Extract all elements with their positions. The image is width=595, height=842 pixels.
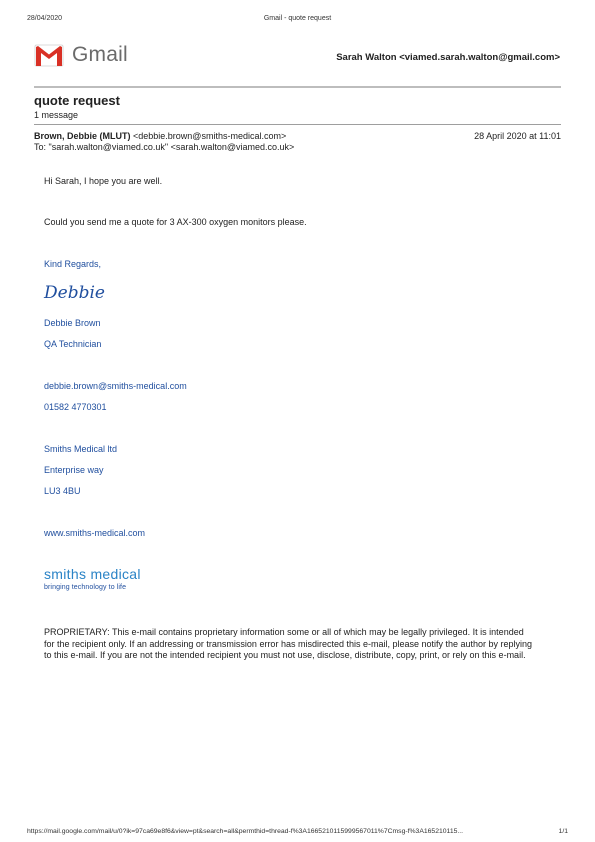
recipient-line: To: "sarah.walton@viamed.co.uk" <sarah.walton@viamed.co.uk>	[34, 142, 295, 152]
gmail-logo	[34, 43, 128, 67]
signature-email-link[interactable]: debbie.brown@smiths-medical.com	[44, 381, 187, 391]
account-identity: Sarah Walton <viamed.sarah.walton@gmail.com>	[336, 52, 560, 63]
print-title: Gmail - quote request	[263, 15, 332, 22]
handwritten-signature: Debbie	[44, 283, 105, 303]
gmail-wordmark: Gmail	[72, 43, 128, 66]
signature-company: Smiths Medical ltd	[44, 444, 118, 454]
signature-role: QA Technician	[44, 339, 102, 349]
message-divider	[34, 124, 561, 125]
gmail-envelope-icon	[34, 44, 64, 67]
print-date: 28/04/2020	[27, 15, 63, 22]
signature-website-link[interactable]: www.smiths-medical.com	[44, 528, 146, 538]
logo-wordmark: smiths medical	[44, 566, 141, 582]
legal-disclaimer: PROPRIETARY: This e-mail contains proprietary information some or all of which may be legally privileged. It is intended for the recipient only. If an addressing or transmission error has misdirected this e-mail, please notify the author by replying to this e-mail. If you are not the intended recipient you must not use, disclose, distribute, copy, print, or rely on this e-mail.	[44, 627, 533, 660]
logo-tagline: bringing technology to life	[44, 584, 127, 591]
signature-phone: 01582 4770301	[44, 402, 107, 412]
closing-text: Kind Regards,	[44, 259, 102, 269]
print-url: https://mail.google.com/mail/u/0?ik=97ca69e8f6&view=pt&search=all&permthid=thread-f%3A1665210115999567011%7Cmsg-f%3A165210115...	[27, 828, 464, 835]
sender-email[interactable]: <debbie.brown@smiths-medical.com>	[133, 131, 287, 141]
header-divider	[34, 86, 561, 88]
signature-street: Enterprise way	[44, 465, 104, 475]
sender-line	[34, 131, 286, 141]
sent-date: 28 April 2020 at 11:01	[474, 131, 561, 141]
signature-postcode: LU3 4BU	[44, 486, 81, 496]
request-text: Could you send me a quote for 3 AX-300 oxygen monitors please.	[44, 217, 307, 227]
thread-subject: quote request	[34, 93, 120, 108]
message-count: 1 message	[34, 110, 79, 120]
signature-name: Debbie Brown	[44, 318, 101, 328]
sender-name: Brown, Debbie (MLUT)	[34, 131, 131, 141]
smiths-medical-logo	[44, 567, 141, 591]
greeting-text: Hi Sarah, I hope you are well.	[44, 176, 163, 186]
page-number: 1/1	[558, 828, 568, 835]
